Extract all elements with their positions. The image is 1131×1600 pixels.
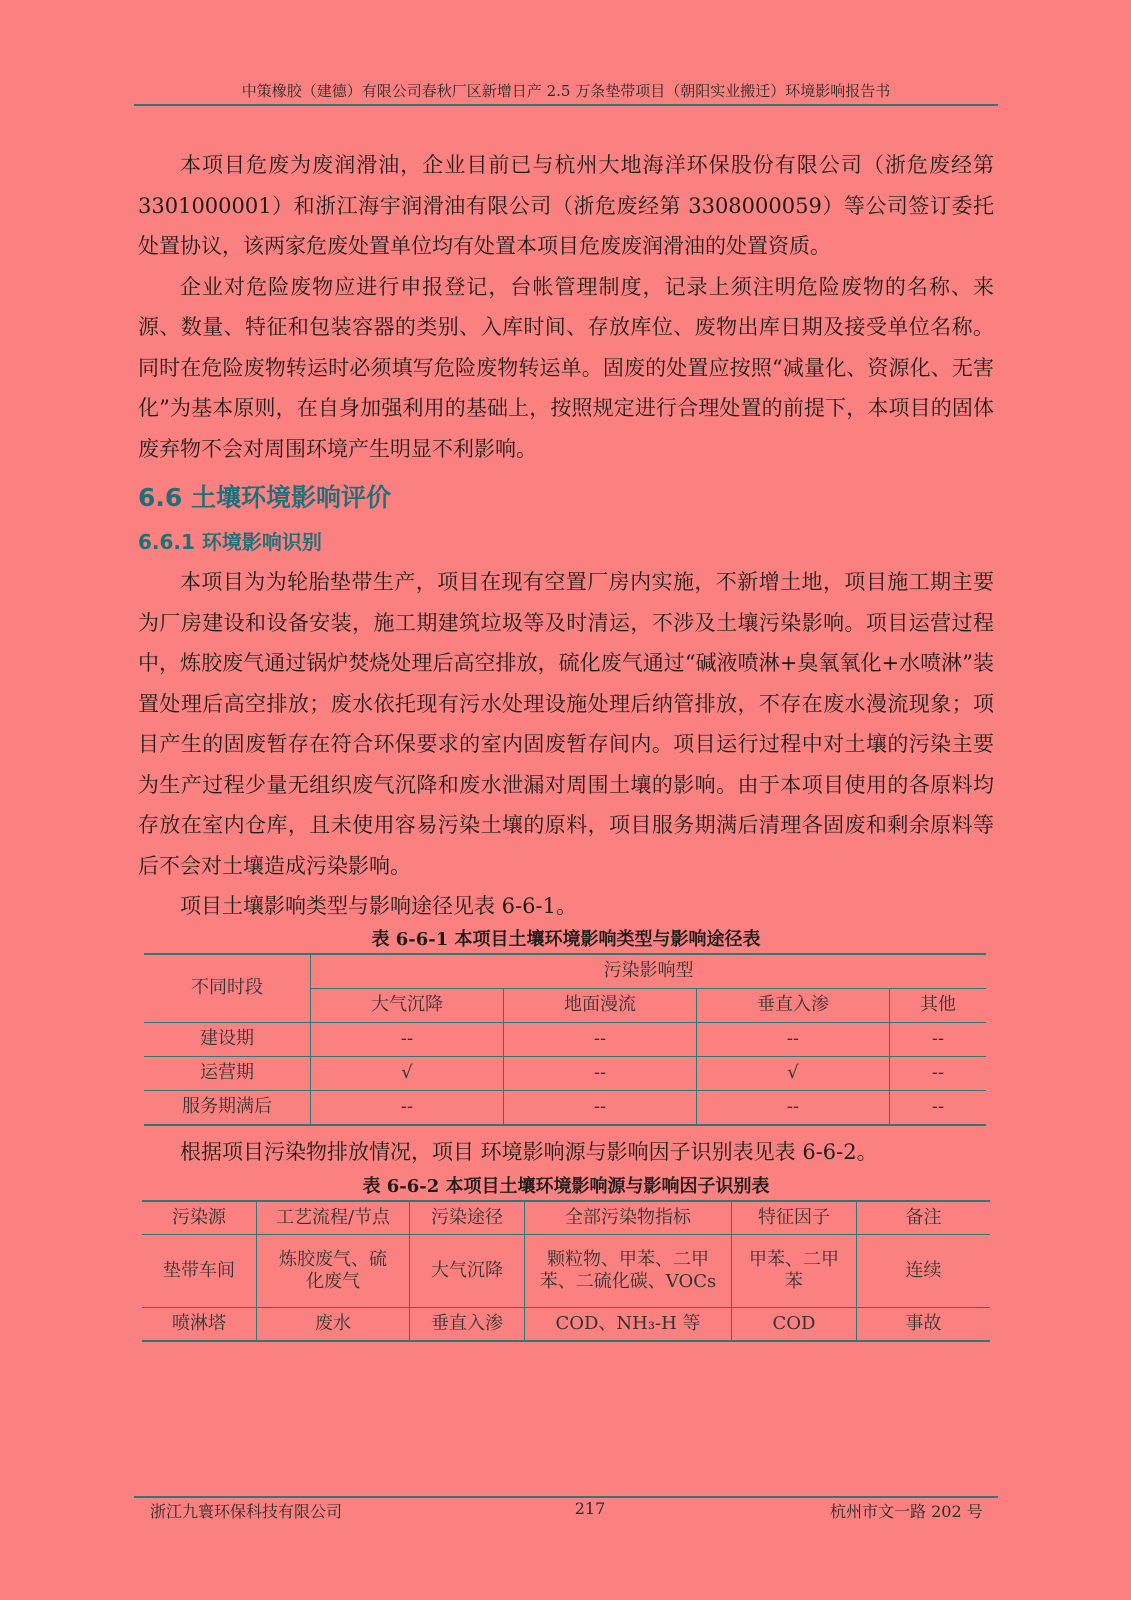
table-cell: 炼胶废气、硫化废气 [257,1235,410,1308]
table-header-cell: 地面漫流 [504,988,697,1022]
table-header-row [144,954,986,989]
paragraph-soil-impact: 本项目为为轮胎垫带生产，项目在现有空置厂房内实施，不新增土地，项目施工期主要为厂房建设和设备安装，施工期建筑垃圾等及时清运，不涉及土壤污染影响。项目运营过程中，炼胶废气通过锅炉焚烧处理后高空排放，硫化废气通过“碱液喷淋+臭氧氧化+水喷淋”装置处理后高空排放；废水依托现有污水处理设施处理后纳管排放，不存在废水漫流现象；项目产生的固废暂存在符合环保要求的室内固废暂存间内。项目运行过程中对土壤的污染主要为生产过程少量无组织废气沉降和废水泄漏对周围土壤的影响。由于本项目使用的各原料均存放在室内仓库，且未使用容易污染土壤的原料，项目服务期满后清理各固废和剩余原料等后不会对土壤造成污染影响。 [138,570,994,878]
table-cell: 喷淋塔 [142,1308,257,1342]
table-row [144,1090,986,1125]
table-header-cell: 备注 [857,1201,991,1235]
table-6-6-2 [142,1200,990,1342]
table-cell: √ [311,1056,504,1090]
table-6-6-1 [144,953,986,1126]
table-header-cell: 其他 [890,988,987,1022]
footer-address: 杭州市文一路 202 号 [830,1502,983,1521]
table-caption-6-6-1: 表 6-6-1 本项目土壤环境影响类型与影响途径表 [371,928,761,950]
table-cell: -- [311,1090,504,1125]
running-header: 中策橡胶（建德）有限公司春秋厂区新增日产 2.5 万条垫带项目（朝阳实业搬迁）环境影响报告书 [241,82,891,100]
table-cell: -- [311,1022,504,1056]
paragraph-hazardous-waste: 本项目危废为废润滑油，企业目前已与杭州大地海洋环保股份有限公司（浙危废经第 3301000001）和浙江海宇润滑油有限公司（浙危废经第 3308000059）等公司签订委托处置协议，该两家危废处置单位均有处置本项目危废废润滑油的处置资质。 [138,153,994,258]
header-rule [134,104,998,106]
table-cell-period: 运营期 [144,1056,311,1090]
table-header-period: 不同时段 [144,954,311,1023]
table-header-cell: 污染途径 [410,1201,525,1235]
page-number: 217 [574,1499,606,1518]
table-cell: 连续 [857,1235,991,1308]
table-header-cell: 全部污染物指标 [525,1201,732,1235]
footer-rule [134,1496,998,1498]
table-cell: 废水 [257,1308,410,1342]
paragraph-waste-management: 企业对危险废物应进行申报登记，台帐管理制度，记录上须注明危险废物的名称、来源、数量、特征和包装容器的类别、入库时间、存放库位、废物出库日期及接受单位名称。同时在危险废物转运时必须填写危险废物转运单。固废的处置应按照“减量化、资源化、无害化”为基本原则，在自身加强利用的基础上，按照规定进行合理处置的前提下，本项目的固体废弃物不会对周围环境产生明显不利影响。 [138,274,994,461]
table-row [142,1235,990,1308]
table-header-cell: 大气沉降 [311,988,504,1022]
paragraph-table-ref-1: 项目土壤影响类型与影响途径见表 6-6-1。 [180,894,577,918]
table-cell: 甲苯、二甲苯 [732,1235,857,1308]
table-cell: -- [890,1022,987,1056]
table-row [142,1308,990,1342]
table-cell-period: 服务期满后 [144,1090,311,1125]
footer-company: 浙江九寰环保科技有限公司 [150,1502,343,1521]
table-cell: -- [504,1056,697,1090]
table-caption-6-6-2: 表 6-6-2 本项目土壤环境影响源与影响因子识别表 [362,1176,770,1197]
table-cell: 大气沉降 [410,1235,525,1308]
table-header-cell: 工艺流程/节点 [257,1201,410,1235]
table-cell: √ [697,1056,890,1090]
table-cell: 颗粒物、甲苯、二甲苯、二硫化碳、VOCs [525,1235,732,1308]
table-cell: -- [697,1022,890,1056]
table-row [144,1022,986,1056]
table-header-cell: 垂直入渗 [697,988,890,1022]
table-cell: 垂直入渗 [410,1308,525,1342]
subsection-heading-6-6-1: 6.6.1 环境影响识别 [138,530,322,554]
paragraph-table-ref-2: 根据项目污染物排放情况，项目 环境影响源与影响因子识别表见表 6-6-2。 [180,1139,878,1164]
table-cell: COD [732,1308,857,1342]
table-cell: COD、NH₃-H 等 [525,1308,732,1342]
table-header-group: 污染影响型 [311,954,987,989]
table-cell-period: 建设期 [144,1022,311,1056]
section-heading-6-6: 6.6 土壤环境影响评价 [138,483,391,512]
table-row [144,1056,986,1090]
table-header-cell: 污染源 [142,1201,257,1235]
table-cell: 事故 [857,1308,991,1342]
table-cell: -- [697,1090,890,1125]
table-cell: -- [504,1022,697,1056]
table-cell: -- [504,1090,697,1125]
document-body [138,145,994,1342]
table-header-cell: 特征因子 [732,1201,857,1235]
table-cell: -- [890,1056,987,1090]
table-cell: 垫带车间 [142,1235,257,1308]
table-cell: -- [890,1090,987,1125]
table-header-row [142,1201,990,1235]
